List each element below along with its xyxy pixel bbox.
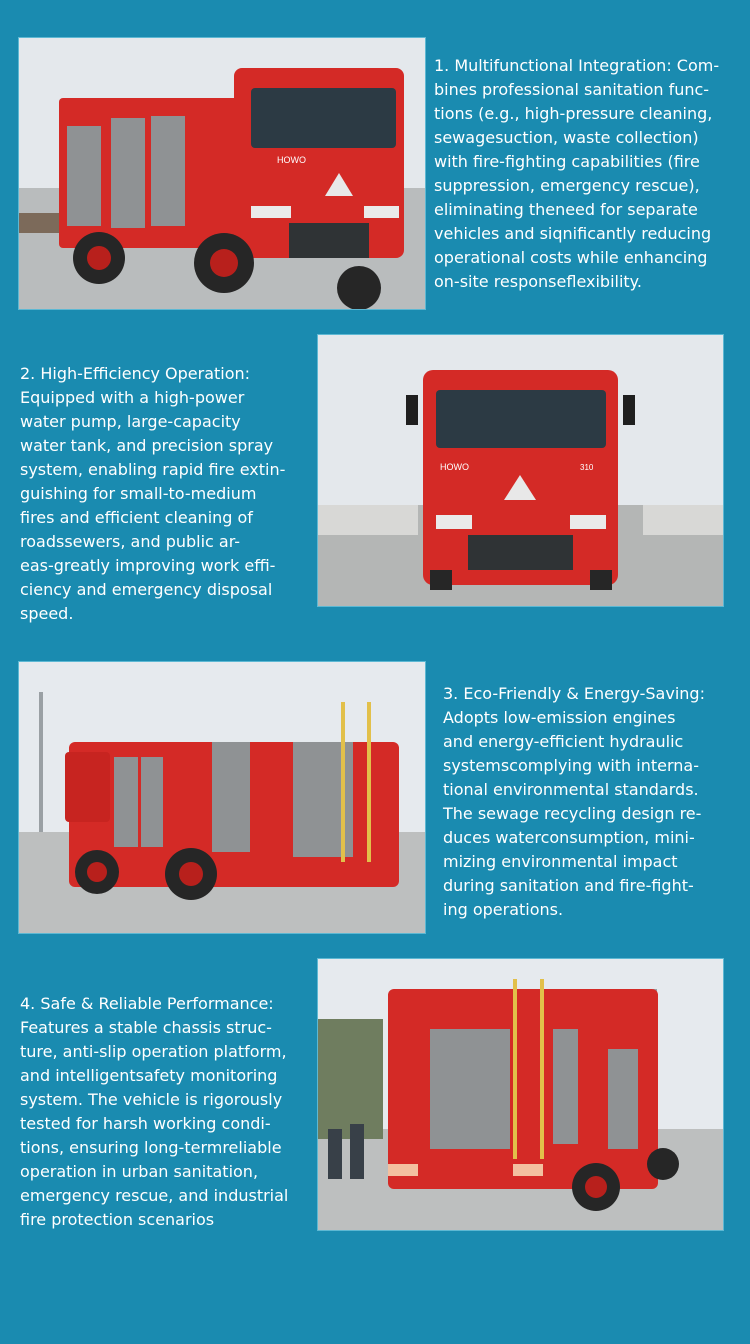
feature-text-3 — [443, 682, 743, 922]
text-line: during sanitation and fire-fight- — [443, 876, 694, 895]
text-line: speed. — [20, 604, 74, 623]
text-line: systemscomplying with interna- — [443, 756, 699, 775]
text-line: with fire-fighting capabilities (fire — [434, 152, 700, 171]
text-line: Adopts low-emission engines — [443, 708, 676, 727]
fire-truck-front-illustration — [318, 335, 723, 606]
fire-truck-front-photo — [317, 334, 724, 607]
text-line: Features a stable chassis struc- — [20, 1018, 272, 1037]
fire-truck-side-photo — [18, 37, 426, 310]
text-line: water tank, and precision spray — [20, 436, 274, 455]
fire-truck-rear-illustration — [318, 959, 723, 1230]
text-line: 4. Safe & Reliable Performance: — [20, 994, 274, 1013]
text-line: sewagesuction, waste collection) — [434, 128, 699, 147]
text-line: eliminating theneed for separate — [434, 200, 698, 219]
text-line: 1. Multifunctional Integration: Com- — [434, 56, 720, 75]
fire-truck-rear-angle-illustration — [19, 662, 425, 933]
feature-text-1 — [434, 54, 744, 294]
text-line: emergency rescue, and industrial — [20, 1186, 289, 1205]
text-line: tions, ensuring long-termreliable — [20, 1138, 282, 1157]
text-line: duces waterconsumption, mini- — [443, 828, 695, 847]
text-line: ture, anti-slip operation platform, — [20, 1042, 287, 1061]
text-line: system, enabling rapid fire extin- — [20, 460, 286, 479]
text-line: guishing for small-to-medium — [20, 484, 257, 503]
text-line: mizing environmental impact — [443, 852, 678, 871]
fire-truck-side-illustration — [19, 38, 425, 309]
text-line: suppression, emergency rescue), — [434, 176, 700, 195]
text-line: and intelligentsafety monitoring — [20, 1066, 278, 1085]
text-line: on-site responseflexibility. — [434, 272, 642, 291]
text-line: The sewage recycling design re- — [443, 804, 702, 823]
text-line: 3. Eco-Friendly & Energy-Saving: — [443, 684, 705, 703]
text-line: Equipped with a high-power — [20, 388, 245, 407]
text-line: operational costs while enhancing — [434, 248, 708, 267]
text-line: roadssewers, and public ar- — [20, 532, 241, 551]
text-line: water pump, large-capacity — [20, 412, 241, 431]
text-line: tional environmental standards. — [443, 780, 699, 799]
feature-text-2 — [20, 362, 312, 626]
truck-model-label: 310 — [580, 463, 594, 472]
text-line: and energy-efficient hydraulic — [443, 732, 684, 751]
text-line: vehicles and siqnificantly reducing — [434, 224, 712, 243]
truck-brand-label: HOWO — [440, 462, 469, 472]
text-line: tions (e.g., high-pressure cleaning, — [434, 104, 713, 123]
text-line: 2. High-Efficiency Operation: — [20, 364, 251, 383]
truck-brand-label: HOWO — [277, 155, 306, 165]
text-line: operation in urban sanitation, — [20, 1162, 259, 1181]
text-line: ciency and emergency disposal — [20, 580, 273, 599]
text-line: bines professional sanitation func- — [434, 80, 710, 99]
text-line: eas-greatly improving work effi- — [20, 556, 276, 575]
text-line: fires and efficient cleaning of — [20, 508, 253, 527]
text-line: tested for harsh working condi- — [20, 1114, 271, 1133]
fire-truck-rear-photo — [317, 958, 724, 1231]
text-line: fire protection scenarios — [20, 1210, 215, 1229]
text-line: ing operations. — [443, 900, 564, 919]
text-line: system. The vehicle is rigorously — [20, 1090, 283, 1109]
fire-truck-rear-angle-photo — [18, 661, 426, 934]
feature-text-4 — [20, 992, 312, 1232]
